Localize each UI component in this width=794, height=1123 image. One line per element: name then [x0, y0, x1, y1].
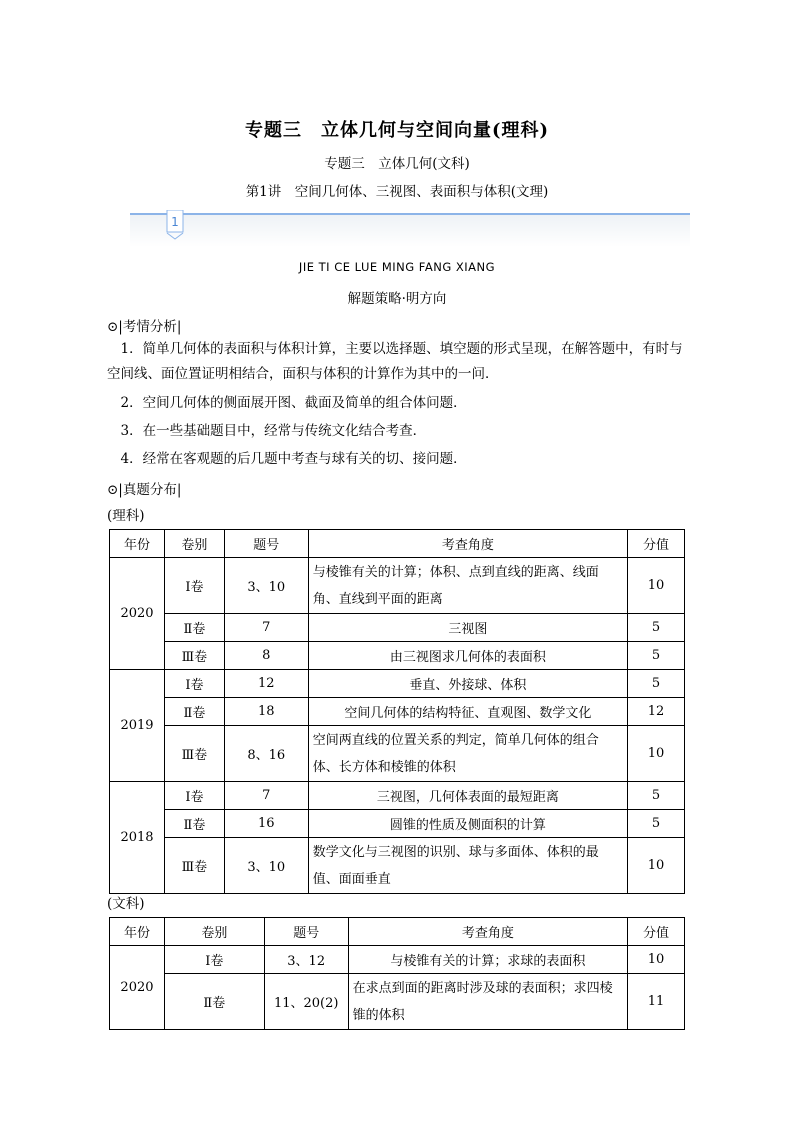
- topic-cell: 垂直、外接球、体积: [308, 670, 627, 698]
- score-cell: 10: [628, 558, 685, 614]
- question-cell: 3、12: [264, 946, 348, 974]
- header-year: 年份: [110, 918, 165, 946]
- header-year: 年份: [110, 530, 165, 558]
- paper-cell: Ⅲ卷: [164, 726, 224, 782]
- distribution-heading: ⊙|真题分布|: [107, 482, 182, 498]
- score-cell: 5: [628, 642, 685, 670]
- paper-cell: Ⅱ卷: [164, 810, 224, 838]
- paper-cell: Ⅲ卷: [164, 838, 224, 894]
- analysis-item-2: 2．空间几何体的侧面展开图、截面及简单的组合体问题．: [120, 395, 467, 411]
- section-number: 1: [171, 215, 179, 229]
- header-paper: 卷别: [164, 918, 264, 946]
- header-topic: 考查角度: [308, 530, 627, 558]
- sub-title: 专题三 立体几何(文科): [324, 156, 470, 172]
- header-question: 题号: [264, 918, 348, 946]
- lecture-title: 第1讲 空间几何体、三视图、表面积与体积(文理): [245, 184, 549, 200]
- question-cell: 11、20(2): [264, 974, 348, 1030]
- table-row: [110, 946, 685, 974]
- year-cell: 2020: [110, 946, 165, 1030]
- science-table: [109, 529, 685, 894]
- paper-cell: Ⅰ卷: [164, 946, 264, 974]
- topic-cell: 与棱锥有关的计算；求球的表面积: [348, 946, 627, 974]
- question-cell: 7: [224, 614, 308, 642]
- analysis-item-4: 4．经常在客观题的后几题中考查与球有关的切、接问题．: [120, 451, 467, 467]
- topic-cell: 在求点到面的距离时涉及球的表面积；求四棱锥的体积: [348, 974, 627, 1030]
- year-cell: 2020: [110, 558, 165, 670]
- paper-cell: Ⅰ卷: [164, 782, 224, 810]
- paper-cell: Ⅰ卷: [164, 670, 224, 698]
- question-cell: 7: [224, 782, 308, 810]
- header-topic: 考查角度: [348, 918, 627, 946]
- paper-cell: Ⅱ卷: [164, 974, 264, 1030]
- score-cell: 11: [628, 974, 685, 1030]
- table-row: [110, 974, 685, 1030]
- topic-cell: 空间几何体的结构特征、直观图、数学文化: [308, 698, 627, 726]
- header-paper: 卷别: [164, 530, 224, 558]
- header-score: 分值: [628, 530, 685, 558]
- pinyin-heading: JIE TI CE LUE MING FANG XIANG: [298, 260, 496, 274]
- table-header-row: [110, 918, 685, 946]
- score-cell: 5: [628, 670, 685, 698]
- arts-table: [109, 917, 685, 1030]
- science-label: (理科): [107, 508, 145, 524]
- main-title: 专题三 立体几何与空间向量(理科): [244, 120, 550, 141]
- question-cell: 16: [224, 810, 308, 838]
- score-cell: 10: [628, 838, 685, 894]
- year-cell: 2018: [110, 782, 165, 894]
- topic-cell: 与棱锥有关的计算；体积、点到直线的距离、线面角、直线到平面的距离: [308, 558, 627, 614]
- question-cell: 3、10: [224, 838, 308, 894]
- score-cell: 5: [628, 614, 685, 642]
- strategy-heading: 解题策略·明方向: [347, 291, 447, 307]
- analysis-heading: ⊙|考情分析|: [107, 319, 182, 335]
- question-cell: 3、10: [224, 558, 308, 614]
- score-cell: 5: [628, 810, 685, 838]
- header-score: 分值: [628, 918, 685, 946]
- table-row: [110, 670, 685, 698]
- arts-label: (文科): [107, 896, 145, 912]
- question-cell: 12: [224, 670, 308, 698]
- score-cell: 12: [628, 698, 685, 726]
- topic-cell: 三视图，几何体表面的最短距离: [308, 782, 627, 810]
- paper-cell: Ⅱ卷: [164, 614, 224, 642]
- table-row: [110, 614, 685, 642]
- topic-cell: 空间两直线的位置关系的判定，简单几何体的组合体、长方体和棱锥的体积: [308, 726, 627, 782]
- analysis-item-1: 1．简单几何体的表面积与体积计算，主要以选择题、填空题的形式呈现，在解答题中，有时与空间线、面位置证明相结合，面积与体积的计算作为其中的一问．: [107, 341, 683, 382]
- topic-cell: 三视图: [308, 614, 627, 642]
- score-cell: 5: [628, 782, 685, 810]
- paper-cell: Ⅲ卷: [164, 642, 224, 670]
- year-cell: 2019: [110, 670, 165, 782]
- header-question: 题号: [224, 530, 308, 558]
- score-cell: 10: [628, 726, 685, 782]
- section-banner: [130, 215, 690, 247]
- table-row: [110, 782, 685, 810]
- question-cell: 18: [224, 698, 308, 726]
- topic-cell: 数学文化与三视图的识别、球与多面体、体积的最值、面面垂直: [308, 838, 627, 894]
- table-row: [110, 726, 685, 782]
- table-row: [110, 698, 685, 726]
- table-row: [110, 838, 685, 894]
- banner-divider: [130, 213, 690, 215]
- question-cell: 8: [224, 642, 308, 670]
- analysis-item-3: 3．在一些基础题目中，经常与传统文化结合考查．: [120, 423, 427, 439]
- score-cell: 10: [628, 946, 685, 974]
- table-row: [110, 642, 685, 670]
- topic-cell: 由三视图求几何体的表面积: [308, 642, 627, 670]
- table-row: [110, 558, 685, 614]
- paper-cell: Ⅰ卷: [164, 558, 224, 614]
- paper-cell: Ⅱ卷: [164, 698, 224, 726]
- question-cell: 8、16: [224, 726, 308, 782]
- topic-cell: 圆锥的性质及侧面积的计算: [308, 810, 627, 838]
- table-header-row: [110, 530, 685, 558]
- section-number-badge-icon: [165, 210, 185, 240]
- table-row: [110, 810, 685, 838]
